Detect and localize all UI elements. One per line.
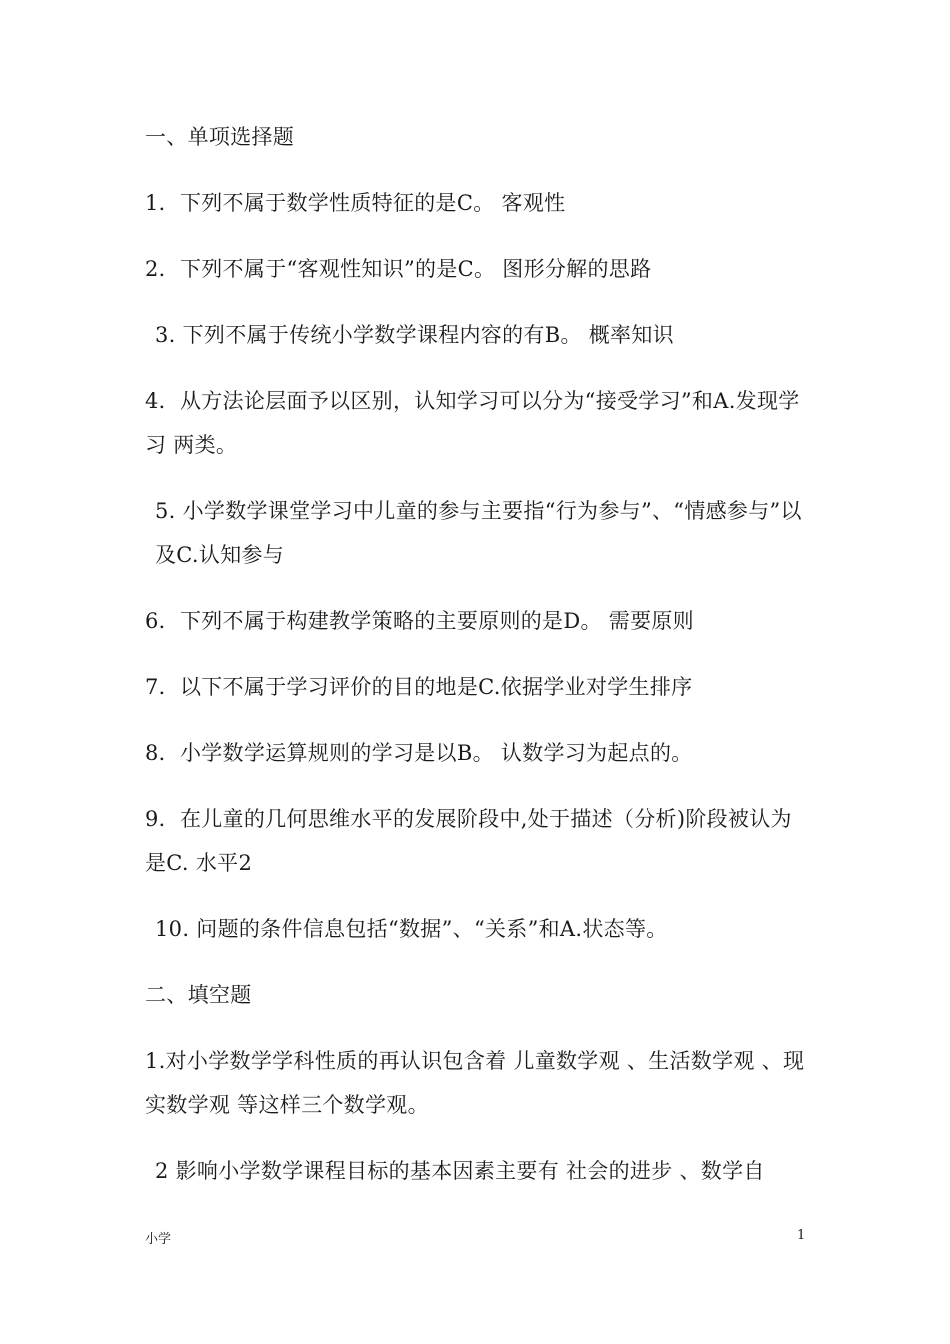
section-heading-fill-in: 二、填空题: [145, 983, 252, 1007]
question-10: 10. 问题的条件信息包括“数据”、“关系”和A.状态等。: [155, 917, 668, 941]
section-heading-single-choice: 一、单项选择题: [145, 125, 295, 149]
question-7: 7．以下不属于学习评价的目的地是C.依据学业对学生排序: [145, 675, 693, 699]
question-2: 2．下列不属于“客观性知识”的是C。 图形分解的思路: [145, 257, 652, 281]
fill-in-2: 2 影响小学数学课程目标的基本因素主要有 社会的进步 、数学自: [155, 1159, 765, 1183]
question-5: 5. 小学数学课堂学习中儿童的参与主要指“行为参与”、“情感参与”以及C.认知参与: [155, 499, 802, 567]
footer-label: 小学: [145, 1232, 172, 1247]
document-body: [145, 115, 810, 1215]
question-3: 3. 下列不属于传统小学数学课程内容的有B。 概率知识: [155, 323, 674, 347]
question-4: 4．从方法论层面予以区别，认知学习可以分为“接受学习”和A.发现学习 两类。: [145, 389, 800, 457]
question-9: 9．在儿童的几何思维水平的发展阶段中,处于描述（分析)阶段被认为是C. 水平2: [145, 807, 792, 875]
question-1: 1．下列不属于数学性质特征的是C。 客观性: [145, 191, 566, 215]
fill-in-1: 1.对小学数学学科性质的再认识包含着 儿童数学观 、生活数学观 、现实数学观 等这样三个数学观。: [145, 1049, 805, 1117]
question-6: 6．下列不属于构建教学策略的主要原则的是D。 需要原则: [145, 609, 694, 633]
page-number: 1: [797, 1228, 806, 1243]
question-8: 8．小学数学运算规则的学习是以B。 认数学习为起点的。: [145, 741, 693, 765]
